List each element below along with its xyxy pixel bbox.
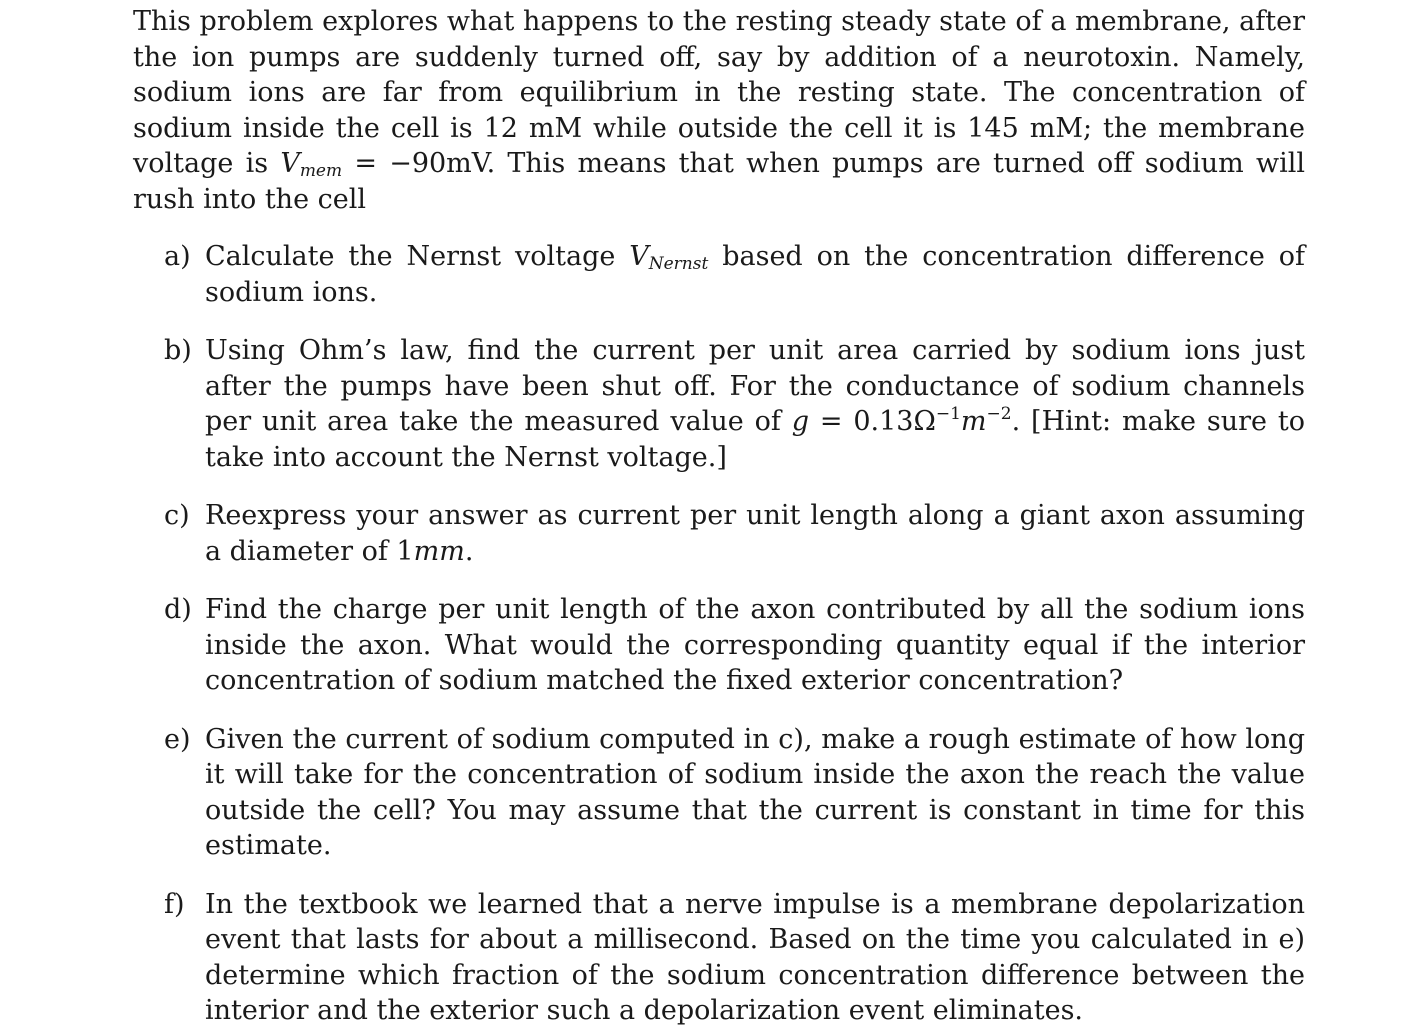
part-e-text: Given the current of sodium computed in c), make a rough estimate of how long it will take for the concentration of sodium inside the axon the reach the value outside the cell? You may assume that the current is constant in time for this estimate. (205, 723, 1305, 861)
vmem-symbol: V (280, 148, 300, 179)
part-label: d) (164, 594, 192, 625)
part-b-text-2: . [Hint: make sure to take into account the Nernst voltage.] (205, 406, 1305, 473)
meter-symbol: m (960, 406, 987, 437)
part-label: f) (164, 888, 185, 920)
nernst-subscript: Nernst (648, 254, 709, 274)
vmem-value: = −90mV (342, 148, 487, 179)
part-label: c) (164, 500, 190, 531)
question-part-f (133, 887, 1305, 1029)
question-part-d (133, 592, 1305, 699)
part-label: a) (164, 241, 191, 272)
part-c-text-2: . (464, 535, 474, 567)
question-parts-list (133, 239, 1305, 1029)
meter-exponent: −2 (986, 404, 1012, 424)
part-a-text-2: based on the concentration difference of sodium ions. (205, 241, 1305, 308)
part-f-text: In the textbook we learned that a nerve impulse is a membrane depolarization event that lasts for about a millisecond. Based on the time you calculated in e) determine which fraction of the sodium concentration difference between the interior and the exterior such a depolarization event eliminates. (205, 888, 1305, 1026)
problem-intro (133, 4, 1305, 217)
question-part-e (133, 722, 1305, 864)
ohm-exponent: −1 (935, 404, 961, 424)
vmem-subscript: mem (299, 161, 343, 181)
question-part-c (133, 498, 1305, 569)
conductance-value: = 0.13Ω (808, 406, 936, 437)
part-d-text: Find the charge per unit length of the axon contributed by all the sodium ions inside the axon. What would the corresponding quantity equal if the interior concentration of sodium matched the fixed exterior concentration? (205, 594, 1305, 696)
question-part-a (133, 239, 1305, 310)
diameter-unit: mm (413, 535, 465, 567)
vmem-expression (280, 148, 486, 179)
intro-text-1: This problem explores what happens to the resting steady state of a membrane, after the ion pumps are suddenly turned off, say by addition of a neurotoxin. Namely, sodium ions are far from equilibrium in the resting state. The concentration of sodium inside the cell is 12 mM while outside the cell it is 145 mM; the membrane voltage is (133, 6, 1305, 179)
part-b-text-1: Using Ohm’s law, find the current per unit area carried by sodium ions just after the pumps have been shut off. For the conductance of sodium channels per unit area take the measured value of (205, 335, 1305, 437)
part-a-text-1: Calculate the Nernst voltage (205, 241, 630, 272)
part-label: e) (164, 723, 191, 755)
part-c-text-1: Reexpress your answer as current per unit length along a giant axon assuming a diameter of 1 (205, 500, 1305, 567)
problem-document (133, 4, 1305, 1029)
part-label: b) (164, 335, 192, 366)
conductance-symbol: g (791, 406, 809, 437)
intro-text-2: . This means that when pumps are turned off sodium will rush into the cell (133, 148, 1305, 215)
question-part-b (133, 333, 1305, 475)
nernst-symbol: V (629, 241, 649, 272)
